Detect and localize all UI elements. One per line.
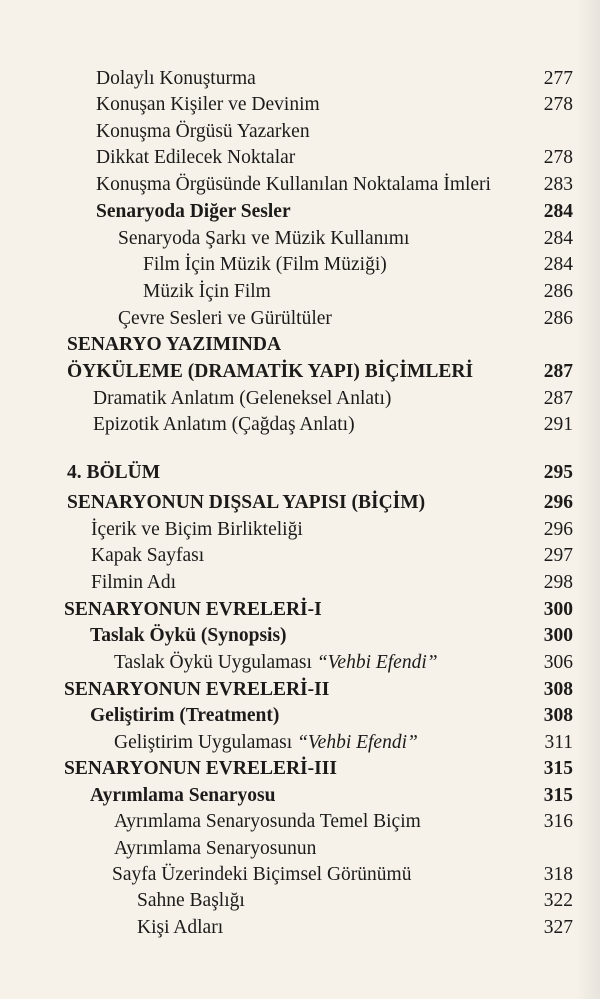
toc-entry-title: Filmin Adı <box>91 572 177 593</box>
toc-entry-page: 300 <box>543 599 573 620</box>
toc-entry <box>0 119 600 145</box>
toc-section-heading <box>0 597 600 623</box>
toc-entry-title: Film İçin Müzik (Film Müziği) <box>143 254 387 275</box>
toc-entry-page: 287 <box>543 361 573 382</box>
toc-entry-title: ÖYKÜLEME (DRAMATİK YAPI) BİÇİMLERİ <box>67 361 474 382</box>
toc-entry-title: Kişi Adları <box>137 917 224 938</box>
toc-entry-page: 286 <box>543 281 573 302</box>
toc-entry-title: Dramatik Anlatım (Geleneksel Anlatı) <box>93 388 392 409</box>
toc-entry-page: 316 <box>543 811 573 832</box>
toc-entry-title: 4. BÖLÜM <box>67 462 161 483</box>
toc-entry-page: 295 <box>543 462 573 483</box>
toc-entry-page: 284 <box>543 254 573 275</box>
toc-entry <box>0 862 600 888</box>
toc-entry-title: Çevre Sesleri ve Gürültüler <box>118 308 332 329</box>
toc-entry-title: Konuşma Örgüsünde Kullanılan Noktalama İmleri <box>96 174 491 195</box>
toc-entry-page: 287 <box>543 388 573 409</box>
toc-section-heading <box>0 199 600 225</box>
toc-entry-title: Senaryoda Diğer Sesler <box>96 201 291 222</box>
toc-entry-page: 278 <box>543 147 573 168</box>
toc-entry <box>0 66 600 92</box>
toc-entry-page: 306 <box>543 652 573 673</box>
toc-chapter-heading <box>0 460 600 486</box>
toc-entry-page: 308 <box>543 705 573 726</box>
toc-entry <box>0 888 600 914</box>
toc-entry-title: Ayrımlama Senaryosunda Temel Biçim <box>114 811 421 832</box>
toc-entry-page: 308 <box>543 679 573 700</box>
toc-entry-page: 284 <box>543 228 573 249</box>
toc-entry-page: 296 <box>543 519 573 540</box>
toc-entry-title: Müzik İçin Film <box>143 281 271 302</box>
toc-entry-page: 315 <box>543 785 573 806</box>
toc-entry-title: İçerik ve Biçim Birlikteliği <box>91 519 303 540</box>
toc-entry <box>0 915 600 941</box>
toc-entry <box>0 279 600 305</box>
toc-entry-title: Geliştirim Uygulaması “Vehbi Efendi” <box>114 732 418 753</box>
toc-entry-title: Dolaylı Konuşturma <box>96 68 256 89</box>
toc-entry-page: 315 <box>543 758 573 779</box>
toc-entry-title: Ayrımlama Senaryosu <box>90 785 276 806</box>
toc-entry-page: 284 <box>543 201 573 222</box>
toc-entry-title: Konuşan Kişiler ve Devinim <box>96 94 320 115</box>
toc-section-heading <box>0 332 600 358</box>
toc-entry <box>0 730 600 756</box>
toc-entry-page: 291 <box>543 414 573 435</box>
toc-entry-title: SENARYONUN EVRELERİ-I <box>64 599 322 620</box>
toc-section-heading <box>0 756 600 782</box>
toc-entry <box>0 412 600 438</box>
toc-section-heading <box>0 490 600 516</box>
toc-entry-title: Dikkat Edilecek Noktalar <box>96 147 296 168</box>
toc-entry <box>0 92 600 118</box>
toc-entry-title: SENARYONUN EVRELERİ-II <box>64 679 330 700</box>
toc-entry-title: Ayrımlama Senaryosunun <box>114 838 317 859</box>
toc-entry <box>0 650 600 676</box>
toc-entry-title: Geliştirim (Treatment) <box>90 705 280 726</box>
toc-entry-title: Konuşma Örgüsü Yazarken <box>96 121 310 142</box>
toc-section-heading <box>0 359 600 385</box>
toc-entry-page: 286 <box>543 308 573 329</box>
toc-subsection-heading <box>0 623 600 649</box>
toc-entry-page: 277 <box>543 68 573 89</box>
toc-entry-title: Taslak Öykü Uygulaması “Vehbi Efendi” <box>114 652 438 673</box>
toc-entry-title: SENARYONUN EVRELERİ-III <box>64 758 337 779</box>
toc-entry-title: Kapak Sayfası <box>91 545 205 566</box>
toc-entry-page: 298 <box>543 572 573 593</box>
toc-section-heading <box>0 677 600 703</box>
toc-entry <box>0 809 600 835</box>
toc-entry-title: SENARYO YAZIMINDA <box>67 334 282 355</box>
toc-entry <box>0 517 600 543</box>
toc-entry <box>0 543 600 569</box>
toc-entry-page: 283 <box>543 174 573 195</box>
toc-entry-title: Epizotik Anlatım (Çağdaş Anlatı) <box>93 414 355 435</box>
toc-entry-page: 297 <box>543 545 573 566</box>
toc-entry-page: 322 <box>543 890 573 911</box>
toc-subsection-heading <box>0 703 600 729</box>
toc-entry-page: 327 <box>543 917 573 938</box>
toc-entry <box>0 306 600 332</box>
toc-entry-page: 311 <box>544 732 573 753</box>
toc-entry <box>0 145 600 171</box>
toc-entry <box>0 386 600 412</box>
toc-entry-title: Sayfa Üzerindeki Biçimsel Görünümü <box>112 864 412 885</box>
toc-entry-title: Sahne Başlığı <box>137 890 245 911</box>
toc-entry-page: 318 <box>543 864 573 885</box>
toc-entry-page: 278 <box>543 94 573 115</box>
toc-subsection-heading <box>0 783 600 809</box>
toc-entry <box>0 172 600 198</box>
toc-entry-title: SENARYONUN DIŞSAL YAPISI (BİÇİM) <box>67 492 426 513</box>
toc-entry-page: 296 <box>543 492 573 513</box>
toc-entry <box>0 836 600 862</box>
toc-entry-title: Senaryoda Şarkı ve Müzik Kullanımı <box>118 228 410 249</box>
toc-entry-title: Taslak Öykü (Synopsis) <box>90 625 287 646</box>
toc-entry <box>0 252 600 278</box>
toc-entry <box>0 570 600 596</box>
toc-entry-page: 300 <box>543 625 573 646</box>
toc-entry <box>0 226 600 252</box>
